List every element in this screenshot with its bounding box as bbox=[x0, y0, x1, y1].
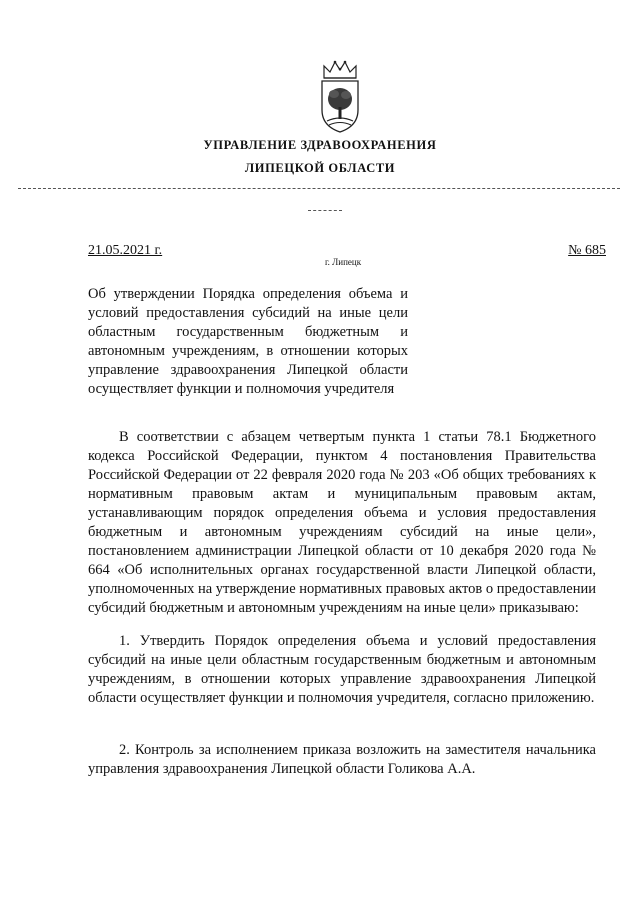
organization-name-line1: УПРАВЛЕНИЕ ЗДРАВООХРАНЕНИЯ bbox=[203, 138, 437, 152]
document-subject: Об утверждении Порядка определения объема и условий предоставления субсидий на иные цели областным государственным бюджетным и автономным учреждениям, в отношении которых управление здравоохранения Липецкой области осуществляет функции и полномочия учредителя bbox=[88, 286, 408, 397]
document-number: № 685 bbox=[568, 243, 606, 258]
document-date: 21.05.2021 г. bbox=[88, 243, 163, 258]
order-item-1: 1. Утвердить Порядок определения объема и условий предоставления субсидий на иные цели областным государственным бюджетным и автономным учреждениям, в отношении которых управление здравоохранения Липецкой области осуществляет функции и полномочия учредителя, согласно приложению. bbox=[88, 633, 596, 706]
coat-of-arms-emblem bbox=[319, 58, 361, 134]
header-divider bbox=[18, 188, 620, 189]
preamble-paragraph: В соответствии с абзацем четвертым пункта 1 статьи 78.1 Бюджетного кодекса Российской Федерации, пунктом 4 постановления Правительства Российской Федерации от 22 февраля 2020 года № 203 «Об общих требованиях к нормативным правовым актам и муниципальным правовым актам, устанавливающим порядок определения объема и условия предоставления бюджетным и автономным учреждениям субсидий на иные цели», постановлением администрации Липецкой области от 10 декабря 2020 года № 664 «Об исполнительных органах государственной власти Липецкой области, уполномоченных на утверждение нормативных правовых актов о предоставлении субсидий бюджетным и автономным учреждениям на иные цели» приказываю: bbox=[88, 429, 596, 616]
organization-name-line2: ЛИПЕЦКОЙ ОБЛАСТИ bbox=[244, 161, 396, 175]
document-city: г. Липецк bbox=[325, 257, 362, 267]
order-item-2: 2. Контроль за исполнением приказа возложить на заместителя начальника управления здравоохранения Липецкой области Голикова А.А. bbox=[88, 742, 596, 777]
header-divider-continuation bbox=[308, 210, 342, 211]
